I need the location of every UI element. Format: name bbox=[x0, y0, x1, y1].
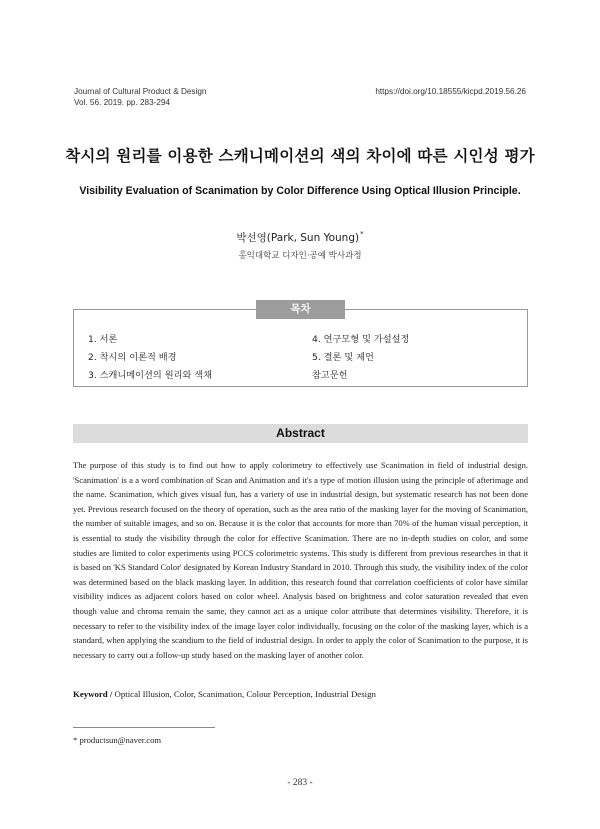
page-number: - 283 - bbox=[287, 778, 313, 788]
abstract-body: The purpose of this study is to find out how to apply colorimetry to effectively use Scanimation in field of industrial design. 'Scanimation' is a a word combination of Scan and Animation and it's a type of motion illusion using the principle of afterimage and the name. Scanimation, which gives visual fun, has a variety of use in industrial design, but systematic research has not been done yet. Previous research focused on the theory of operation, such as the area ratio of the masking layer for the moving of Scanimation, the number of suitable images, and so on. Because it is the color that accounts for more than 70% of the human visual perception, it is essential to study the visibility through the color for effective Scanimation. There are no in-depth studies on color, and some studies are limited to color experiments using PCCS colorimetric systems. This study is different from previous researches in that it is based on 'KS Standard Color' designated by Korean Industry Standard in 2010. Through this study, the visibility index of the color was determined based on the black masking layer. In addition, this research found that correlation coefficients of color have similar visibility indices as adjacent colors based on color wheel. Analysis based on brightness and color saturation revealed that even though value and chroma remain the same, they cannot act as a unique color attribute that determines visibility. Therefore, it is necessary to refer to the visibility index of the image layer color individually, focusing on the color of the masking layer, which is a standard, when applying the scandium to the field of industrial design. In order to apply the color of Scanimation to the purpose, it is necessary to carry out a follow-up study based on the masking layer of another color. bbox=[73, 460, 528, 660]
toc-item: 3. 스캐니메이션의 원리와 색채 bbox=[88, 370, 213, 381]
toc-item: 2. 착시의 이론적 배경 bbox=[88, 352, 177, 363]
author-line bbox=[0, 230, 600, 245]
journal-header bbox=[74, 86, 206, 108]
keywords-label: Keyword / bbox=[73, 689, 113, 699]
toc-item: 5. 결론 및 제언 bbox=[312, 352, 374, 363]
author-email-footnote: * productsun@naver.com bbox=[73, 735, 162, 745]
author-affiliation: 홍익대학교 디자인·공예 박사과정 bbox=[238, 251, 362, 261]
author-name: 박선영(Park, Sun Young) bbox=[236, 232, 360, 244]
keywords-line bbox=[73, 689, 533, 699]
author-footnote-mark: * bbox=[360, 230, 364, 238]
toc-item: 참고문헌 bbox=[312, 370, 348, 381]
paper-title-korean: 착시의 원리를 이용한 스캐니메이션의 색의 차이에 따른 시인성 평가 bbox=[65, 147, 535, 165]
doi-link[interactable]: https://doi.org/10.18555/kicpd.2019.56.26 bbox=[375, 87, 526, 96]
toc-item: 4. 연구모형 및 가설설정 bbox=[312, 334, 410, 345]
keywords-values: Optical Illusion, Color, Scanimation, Colour Perception, Industrial Design bbox=[114, 689, 376, 699]
journal-name: Journal of Cultural Product & Design bbox=[74, 87, 207, 96]
journal-volume: Vol. 56. 2019. pp. 283-294 bbox=[74, 98, 171, 107]
paper-title-english: Visibility Evaluation of Scanimation by Color Difference Using Optical Illusion Principle. bbox=[79, 185, 521, 197]
abstract-heading: Abstract bbox=[73, 424, 528, 443]
toc-title: 목차 bbox=[256, 300, 345, 319]
toc-item: 1. 서론 bbox=[88, 334, 118, 345]
footnote-divider bbox=[73, 727, 215, 728]
